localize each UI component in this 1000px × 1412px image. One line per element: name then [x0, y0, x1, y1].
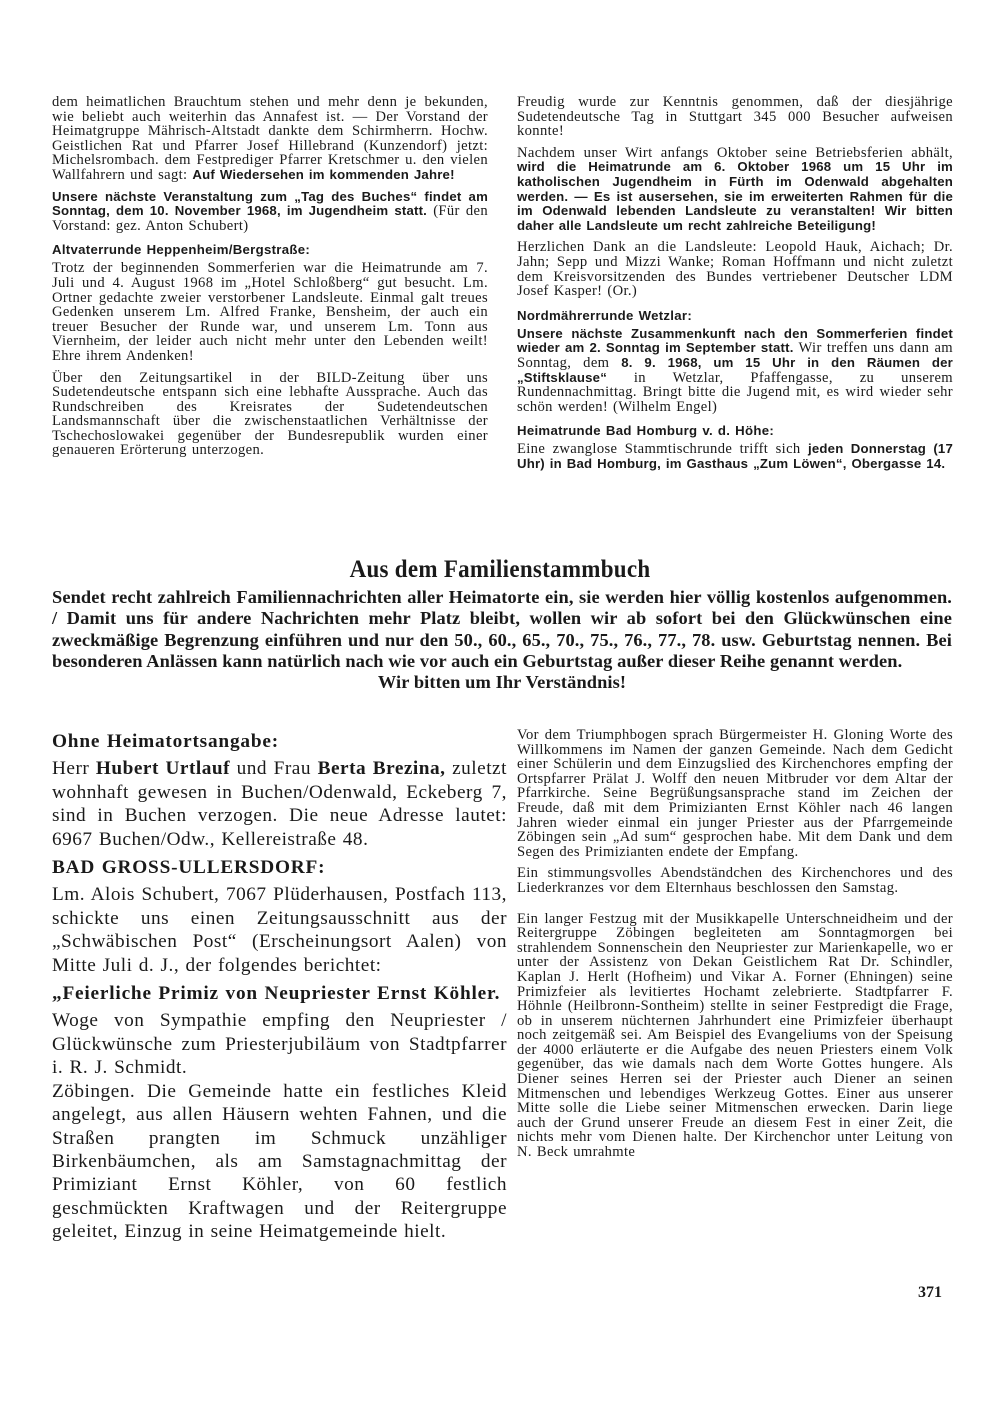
- text: Vor dem Triumphbogen sprach Bürgermeister H. Gloning Worte des Willkommens im Namen der ganzen Gemeinde. Nach dem Gedicht einer Schülerin und dem Einzugslied des Kirchenchores empfing der Ortspfarrer Prälat J. Wolff den neuen Mitbruder vor dem Altar der Pfarrkirche. Seine Begrüßungsansprache stand im Zeichen der Freude, daß mit dem Primizianten Ernst Köhler nach 46 langen Jahren wieder einmal ein junger Priester aus der Pfarrgemeinde Zöbingen sein „Ad sum“ gesprochen habe. Mit dem Dank und dem Segen des Primizianten endete der Empfang.: [517, 727, 953, 860]
- text: und Frau: [230, 758, 318, 780]
- paragraph: [517, 912, 953, 1160]
- paragraph: [52, 261, 488, 363]
- bold-text: Unsere nächste Zusammenkunft nach den Sommerferien findet wieder am 2. Sonntag im September statt.: [517, 325, 953, 356]
- text: zuletzt wohnhaft gewesen in Buchen/Odenwald, Eckeberg 7, sind in Buchen verzogen. Die neue Adresse lautet: 6967 Buchen/Odw., Kellereistraße 48.: [52, 758, 507, 850]
- text: Nachdem unser Wirt anfangs Oktober seine Betriebsferien abhält,: [517, 144, 953, 161]
- paragraph: [52, 1080, 507, 1244]
- bold-text: Hubert Urtlauf: [95, 758, 231, 780]
- paragraph: [517, 442, 953, 471]
- text: Zöbingen. Die Gemeinde hatte ein festliches Kleid angelegt, aus allen Häusern wehten Fahnen, und die Straßen prangten im Schmuck unzähliger Birkenbäumchen, als am Samstagnachmittag der Primiziant Ernst Köhler, von 60 festlich geschmückten Kraftwagen und der Reitergruppe geleitet, Einzug in seine Heimatgemeinde hielt.: [52, 1080, 507, 1243]
- text: Herzlichen Dank an die Landsleute: Leopold Hauk, Aichach; Dr. Jahn; Sepp und Mizzi Wanke; Roman Hoffmann und nicht zuletzt dem Kreisvorsitzenden des Bundes vertriebener Deutscher LDM Josef Kasper! (Or.): [517, 239, 953, 300]
- bottom-right-column: [517, 728, 953, 1160]
- notice-text: Sendet recht zahlreich Familiennachrichten aller Heimatorte ein, sie werden hier völlig kostenlos aufgenommen. / Damit uns für andere Nachrichten mehr Platz bleibt, wollen wir ab sofort bei den Glückwünschen eine zweckmäßige Begrenzung einführen und nur den 50., 60., 65., 70., 75., 76., 77., 78. usw. Geburtstag nennen. Bei besonderen Anlässen kann natürlich nach wie vor auch ein Geburtstag außer dieser Reihe genannt werden.: [52, 587, 952, 671]
- paragraph: [52, 95, 488, 183]
- paragraph: [52, 1009, 507, 1079]
- text: dem heimatlichen Brauchtum stehen und mehr denn je bekunden, wie beliebt auch weiterhin das Annafest ist. — Der Vorstand der Heimatgruppe Mährisch-Altstadt dankte dem Schirmherrn. Hochw. Geistlichen Rat und Pfarrer Josef Hillebrand (Kunzendorf) jetzt: Michelsrombach. dem Festprediger Pfarrer Kretschmer u. den vielen Wallfahrern und sagt:: [52, 94, 488, 183]
- text: Eine zwanglose Stammtischrunde trifft sich: [517, 441, 808, 458]
- paragraph: [517, 728, 953, 859]
- bold-text: wird die Heimatrunde am 6. Oktober 1968 um 15 Uhr im katholischen Jugendheim in Fürth im Odenwald abgehalten werden. — Es ist ausersehen, sie im erweiterten Rahmen für die im Odenwald lebenden Landsleute zu veranstalten! Wir bitten daher alle Landsleute um recht zahlreiche Beteiligung!: [517, 159, 953, 233]
- section-heading: Nordmährerrunde Wetzlar:: [517, 307, 693, 323]
- bold-text: Berta Brezina,: [317, 758, 446, 780]
- text: Lm. Alois Schubert, 7067 Plüderhausen, Postfach 113, schickte uns einen Zeitungsausschnitt aus der „Schwäbischen Post“ (Erscheinungsort Aalen) von Mitte Juli d. J., der folgendes berichtet:: [52, 884, 507, 976]
- section-title: Aus dem Familienstammbuch: [349, 556, 651, 583]
- paragraph: [517, 240, 953, 298]
- text: Freudig wurde zur Kenntnis genommen, daß der diesjährige Sudetendeutsche Tag in Stuttgart 345 000 Besucher aufweisen konnte!: [517, 94, 953, 140]
- page-number: 371: [918, 1284, 942, 1301]
- bold-text: 8. 9. 1968, um 15 Uhr in den Räumen der „Stiftsklause“: [517, 354, 953, 385]
- bold-text: jeden Donnerstag (17 Uhr) in Bad Homburg, im Gasthaus „Zum Löwen“, Obergasse 14.: [517, 441, 953, 471]
- notice-box: [52, 587, 952, 693]
- text: Herr: [52, 758, 96, 780]
- paragraph: [52, 883, 507, 977]
- notice-closing: Wir bitten um Ihr Verständnis!: [377, 672, 627, 693]
- text: Ein stimmungsvolles Abendständchen des Kirchenchores und des Liederkranzes vor dem Elternhaus beschlossen den Samstag.: [517, 865, 953, 896]
- section-heading: Altvaterrunde Heppenheim/Bergstraße:: [52, 242, 311, 258]
- section-heading: „Feierliche Primiz von Neupriester Ernst Köhler.: [52, 983, 501, 1005]
- text: (Für den Vorstand: gez. Anton Schubert): [52, 203, 489, 234]
- paragraph: [52, 757, 507, 851]
- section-heading: Ohne Heimatortsangabe:: [52, 731, 279, 752]
- bottom-left-column: [52, 730, 507, 1244]
- paragraph: [517, 146, 953, 234]
- text: in Wetzlar, Pfaffengasse, zu unserem Rundennachmittag. Bringt bitte die Jugend mit, es wird wieder sehr schön werden! (Wilhelm Engel): [517, 369, 953, 415]
- section-heading: Heimatrunde Bad Homburg v. d. Höhe:: [517, 423, 775, 439]
- paragraph: [52, 190, 488, 234]
- paragraph: [52, 371, 488, 459]
- paragraph: [517, 327, 953, 415]
- text: Ein langer Festzug mit der Musikkapelle Unterschneidheim und der Reitergruppe Zöbingen begleiteten am Sonntagmorgen bei strahlendem Sonnenschein den Neupriester zur Marienkapelle, wo er unter der Assistenz von Dekan Geistlichem Rat Dr. Schindler, Kaplan J. Herlt (Hofheim) und Vikar A. Forner (Ehningen) seine Primizfeier als levitiertes Hochamt zelebrierte. Stadtpfarrer F. Höhnle (Heilbronn-Sontheim) stellte in seiner Festpredigt die Frage, ob in unserem nüchternen Jahrhundert eine Primizfeier überhaupt noch zeitgemäß sei. Am Beispiel des Evangeliums von der Speisung der 4000 erläuterte er die Aufgabe des neuen Priesters einem Volk gegenüber, das wie damals nach dem Worte Gottes hungere. Als Diener seines Herren sei der Priester auch Diener an seinen Mitmenschen und lebendiges Werkzeug Gottes. Einer aus unserer Mitte solle die Liebe seiner Mitmenschen erwecken. Darin liege auch der Grund unserer Freude an diesem Fest in einer Zeit, die nichts mehr vom Dienen halte. Der Kirchenchor unter Leitung von N. Beck umrahmte: [517, 910, 953, 1161]
- text: Woge von Sympathie empfing den Neupriester / Glückwünsche zum Priesterjubiläum von Stadtpfarrer i. R. J. Schmidt.: [52, 1010, 507, 1079]
- text: Wir treffen uns dann am Sonntag, dem: [517, 340, 954, 371]
- top-left-column: [52, 95, 488, 458]
- paragraph: [517, 95, 953, 139]
- bold-text: Auf Wiedersehen im kommenden Jahre!: [192, 166, 455, 182]
- bold-text: Unsere nächste Veranstaltung zum „Tag des Buches“ findet am Sonntag, dem 10. November 1968, im Jugendheim statt.: [52, 188, 488, 219]
- top-right-column: [517, 95, 953, 471]
- text: Trotz der beginnenden Sommerferien war die Heimatrunde am 7. Juli und 4. August 1968 im „Hotel Schloßberg“ gut besucht. Lm. Ortner gedachte zweier verstorbener Landsleute. Einmal galt treues Gedenken unserem Lm. Alfred Franke, Bensheim, der auch ein treuer Besucher der Runde war, und unserem Lm. Tonn aus Viernheim, der leider auch nicht mehr unter den Lebenden weilt! Ehre ihrem Andenken!: [52, 260, 488, 364]
- section-heading: BAD GROSS-ULLERSDORF:: [52, 857, 326, 879]
- text: Über den Zeitungsartikel in der BILD-Zeitung über uns Sudetendeutsche entspann sich eine lebhafte Aussprache. Auch das Rundschreiben des Kreisrates der Sudetendeutschen Landsmannschaft über die zwischenstaatlichen Verhältnisse der Tschechoslowakei gegenüber der Bundesrepublik wurden einer genaueren Erörterung unterzogen.: [52, 369, 488, 459]
- paragraph: [517, 866, 953, 895]
